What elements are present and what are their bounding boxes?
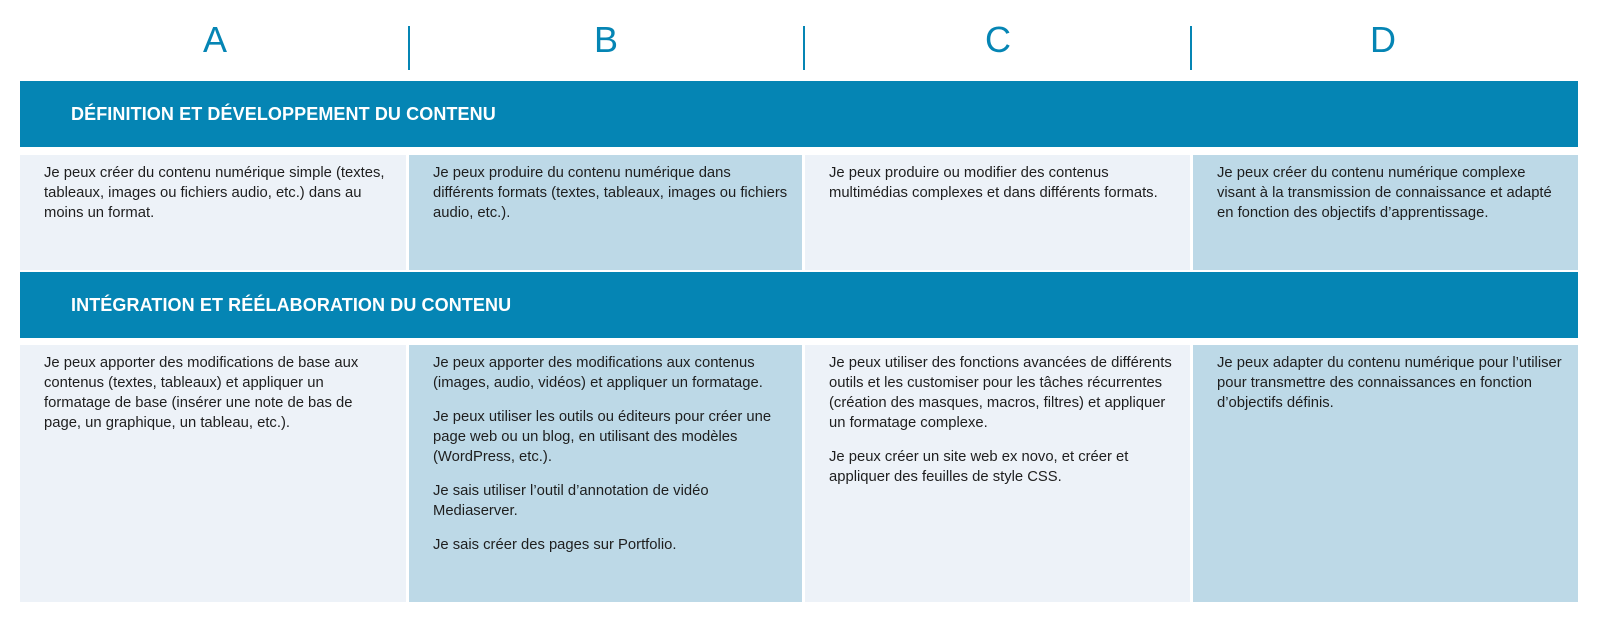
cell-text: Je peux produire du contenu numérique dans différents formats (textes, tableaux, images ou fichiers audio, etc.). xyxy=(433,165,788,221)
competency-cell-d xyxy=(1193,345,1578,602)
cell-text: Je sais créer des pages sur Portfolio. xyxy=(433,537,677,553)
column-header-b: B xyxy=(593,19,618,60)
column-divider xyxy=(1190,26,1192,70)
cell-text: Je peux utiliser les outils ou éditeurs pour créer une page web ou un blog, en utilisant des modèles (WordPress, etc.). xyxy=(433,409,772,465)
section-title: INTÉGRATION ET RÉÉLABORATION DU CONTENU xyxy=(71,295,512,315)
section-title: DÉFINITION ET DÉVELOPPEMENT DU CONTENU xyxy=(71,104,496,124)
cell-text: Je peux créer du contenu numérique complexe visant à la transmission de connaissance et adapté en fonction des objectifs d’apprentissage. xyxy=(1217,165,1552,221)
cell-text: Je peux produire ou modifier des contenus multimédias complexes et dans différents formats. xyxy=(829,165,1158,201)
column-divider xyxy=(803,26,805,70)
column-header-a: A xyxy=(202,19,227,60)
cell-text: Je peux créer un site web ex novo, et créer et appliquer des feuilles de style CSS. xyxy=(829,449,1129,485)
section-header-1 xyxy=(20,81,1578,147)
competency-cell-b xyxy=(409,345,802,602)
cell-text: Je peux créer du contenu numérique simple (textes, tableaux, images ou fichiers audio, etc.) dans au moins un format. xyxy=(44,165,385,221)
column-divider xyxy=(408,26,410,70)
section-header-2 xyxy=(20,272,1578,338)
competency-cell-c xyxy=(805,345,1190,602)
cell-text: Je peux utiliser des fonctions avancées de différents outils et les customiser pour les tâches récurrentes (création des masques, macros, filtres) et appliquer un formatage complexe. xyxy=(829,355,1172,431)
competency-cell-b xyxy=(409,155,802,270)
competency-cell-a xyxy=(20,345,406,602)
cell-text: Je sais utiliser l’outil d’annotation de vidéo Mediaserver. xyxy=(433,483,709,519)
cell-text: Je peux apporter des modifications de base aux contenus (textes, tableaux) et appliquer un formatage de base (insérer une note de bas de page, un graphique, un tableau, etc.). xyxy=(44,355,359,431)
cell-text: Je peux adapter du contenu numérique pour l’utiliser pour transmettre des connaissances en fonction d’objectifs définis. xyxy=(1217,355,1562,411)
column-headers xyxy=(0,0,1600,80)
cell-text: Je peux apporter des modifications aux contenus (images, audio, vidéos) et appliquer un formatage. xyxy=(433,355,763,391)
column-header-c: C xyxy=(985,19,1011,60)
competency-cell-a xyxy=(20,155,406,270)
competency-cell-d xyxy=(1193,155,1578,270)
competency-cell-c xyxy=(805,155,1190,270)
column-header-d: D xyxy=(1370,19,1396,60)
